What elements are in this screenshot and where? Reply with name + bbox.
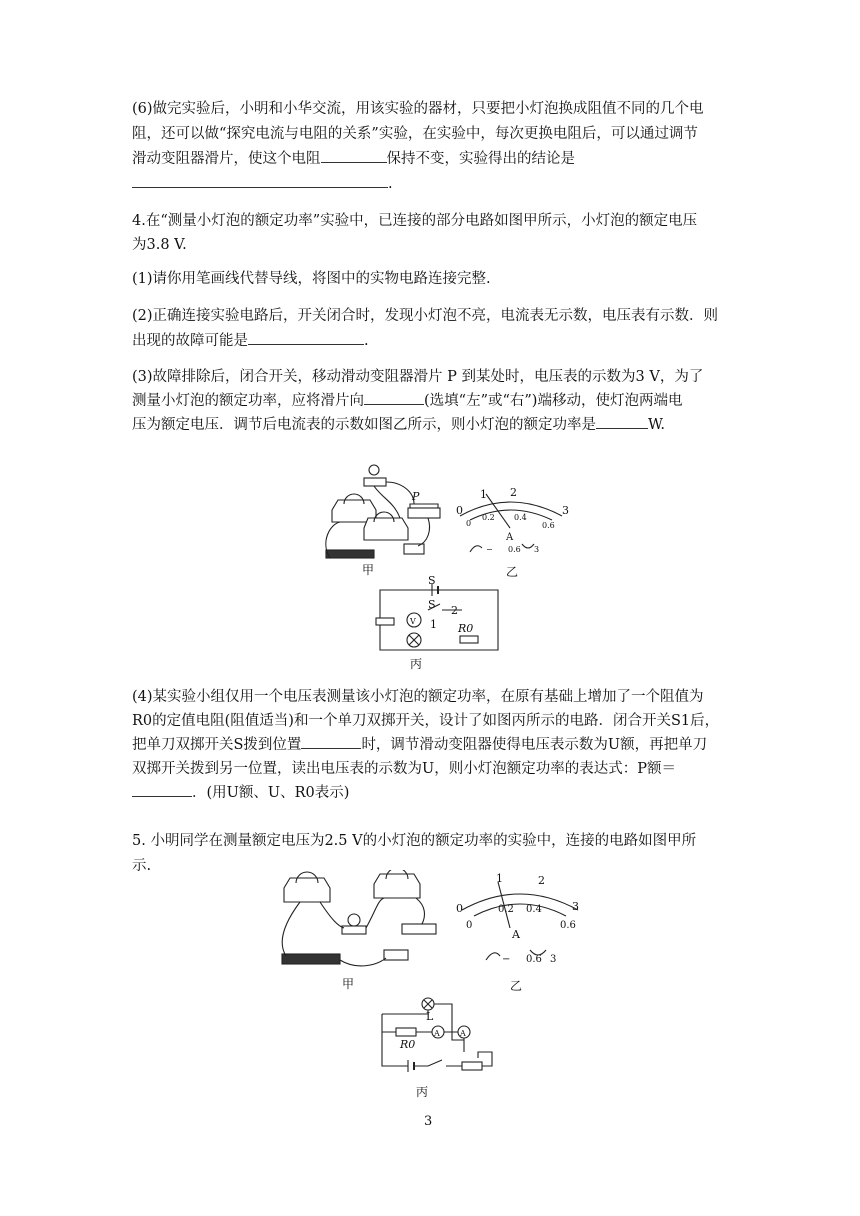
- q5-ammeter-2: [374, 874, 420, 898]
- q4-tick-inner-0: 0: [466, 519, 472, 528]
- q4-item4-line5-text: ．(用U额、U、R0表示): [192, 785, 350, 801]
- q4-item2-line1: (2)正确连接实验电路后，开关闭合时，发现小灯泡不亮，电流表无示数，电压表有示数．则: [132, 308, 719, 324]
- q3-item6: [132, 98, 732, 196]
- answer-blank-power-expression[interactable]: [132, 782, 192, 797]
- q4-item2-line2-end: .: [364, 333, 369, 349]
- q5-dial-unit: A: [512, 928, 520, 941]
- q4-label-S1: S: [428, 574, 436, 587]
- q5-label-R0: R0: [400, 1038, 416, 1051]
- q4-item4-line2: R0的定值电阻(阻值适当)和一个单刀双掷开关，设计了如图丙所示的电路．闭合开关S1后，: [132, 713, 720, 729]
- q4-bulb-base: [364, 478, 386, 486]
- q5-tick-2: 2: [538, 874, 545, 887]
- q4-rheostat-rail: [410, 504, 438, 508]
- q4-wire-4: [386, 482, 414, 504]
- q4-label-V: V: [410, 617, 416, 626]
- q5-tick-0: 0: [456, 902, 463, 915]
- q4-tick-1: 1: [480, 488, 487, 501]
- q4-tick-06: 0.6: [542, 521, 555, 530]
- q4-stem: [132, 210, 732, 257]
- q4-wire-2: [374, 486, 400, 518]
- q4-item3-line2: [132, 390, 732, 413]
- q4-figure-svg: [310, 462, 580, 672]
- q4-caption-jia: 甲: [362, 563, 375, 577]
- q3-item6-line1: (6)做完实验后，小明和小华交流，用该实验的器材，只要把小灯泡换成阻值不同的几个电: [132, 101, 704, 117]
- q5-bing-lamp-branch: [382, 1004, 464, 1040]
- q4-item4-line3-end: 时，调节滑动变阻器使得电压表示数为U额，再把单刀: [361, 737, 708, 753]
- q5-bing-bottom-wire: [382, 1032, 462, 1066]
- q4-item3-line1: (3)故障排除后，闭合开关，移动滑动变阻器滑片 P 到某处时，电压表的示数为3 V，为了: [132, 369, 704, 385]
- q4-item4: [132, 686, 732, 805]
- q4-term-06: 0.6: [508, 545, 521, 554]
- q5-term-3: 3: [550, 954, 557, 965]
- q4-item2-line2: [132, 330, 732, 353]
- q4-item4-line1: (4)某实验小组仅用一个电压表测量该小灯泡的额定功率，在原有基础上增加了一个阻值为: [132, 689, 704, 705]
- page-number: 3: [424, 1114, 433, 1129]
- q5-battery: [282, 954, 340, 964]
- q5-stem-line1: 5. 小明同学在测量额定电压为2.5 V的小灯泡的额定功率的实验中，连接的电路如图甲所: [132, 833, 697, 849]
- q5-rheostat: [402, 924, 436, 934]
- q4-item3-line2-end: (选填“左”或“右”)端移动，使灯泡两端电: [424, 393, 683, 409]
- q4-term-3: 3: [534, 545, 540, 554]
- q5-wire-1: [282, 902, 300, 956]
- q4-tick-2: 2: [510, 486, 517, 499]
- answer-blank-fault[interactable]: [248, 330, 364, 345]
- q4-tick-04: 0.4: [514, 513, 527, 522]
- q3-item6-line4: [132, 173, 732, 196]
- q4-battery: [326, 550, 374, 558]
- q4-item3-line3-end: W.: [648, 417, 665, 433]
- q3-item6-line3-end: 保持不变，实验得出的结论是: [386, 151, 575, 167]
- q4-item4-line3: [132, 734, 732, 757]
- answer-blank-direction[interactable]: [364, 390, 424, 405]
- q5-label-A2: A: [460, 1029, 466, 1038]
- q5-ammeter-1: [284, 878, 330, 902]
- q4-bing-r0: [460, 636, 478, 643]
- q3-item6-line3-start: 滑动变阻器滑片，使这个电阻: [132, 151, 321, 167]
- q4-item2: [132, 305, 732, 353]
- q4-dial-unit: A: [506, 532, 514, 543]
- q4-stem-line2: 为3.8 V.: [132, 237, 187, 253]
- q4-tick-02: 0.2: [482, 513, 495, 522]
- q5-figure-svg: [276, 870, 606, 1102]
- q5-tick-1: 1: [496, 872, 503, 885]
- q5-tick-06: 0.6: [560, 920, 576, 931]
- q4-item4-line3-start: 把单刀双掷开关S拨到位置: [132, 737, 302, 753]
- q5-figure: [276, 870, 606, 1102]
- q4-terminal-minus: [470, 546, 482, 552]
- answer-blank-rated-power[interactable]: [596, 414, 648, 429]
- q4-dial-needle: [486, 494, 510, 528]
- q4-term-minus: −: [486, 545, 493, 554]
- q4-tick-3: 3: [562, 504, 569, 517]
- q4-bing-rheostat: [376, 618, 394, 625]
- q4-stem-line1: 4.在“测量小灯泡的额定功率”实验中，已连接的部分电路如图甲所示，小灯泡的额定电压: [132, 213, 698, 229]
- q4-item1: (1)请你用笔画线代替导线，将图中的实物电路连接完整.: [132, 271, 491, 287]
- q5-term-minus: −: [502, 954, 511, 965]
- q5-dial-arc: [462, 894, 578, 910]
- q4-label-P: P: [412, 490, 420, 503]
- q5-bing-rheostat: [462, 1062, 482, 1070]
- q5-caption-jia: 甲: [342, 977, 355, 991]
- q4-label-S: S: [428, 598, 436, 611]
- q4-item4-line4: 双掷开关拨到另一位置，读出电压表的示数为U，则小灯泡额定功率的表达式：P额＝: [132, 761, 676, 777]
- q4-item3: [132, 366, 732, 437]
- q5-stem-line2: 示.: [132, 858, 152, 874]
- q3-item6-line2: 阻，还可以做“探究电流与电阻的关系”实验，在实验中，每次更换电阻后，可以通过调节: [132, 126, 698, 142]
- q5-tick-04: 0.4: [526, 904, 542, 915]
- q5-wire-2: [320, 902, 344, 928]
- q4-ammeter: [364, 518, 408, 540]
- q5-caption-bing: 丙: [416, 1085, 429, 1099]
- q5-dial-inner-arc: [474, 904, 566, 916]
- q4-caption-bing: 丙: [410, 657, 423, 671]
- q4-item3-line3: [132, 414, 732, 437]
- q4-item4-line5: [132, 782, 732, 805]
- q5-wire-3: [366, 898, 384, 928]
- q4-label-R0: R0: [458, 622, 474, 635]
- q5-label-L: L: [426, 1010, 434, 1023]
- q5-wire-5: [340, 958, 386, 966]
- q5-label-A1: A: [434, 1029, 440, 1038]
- q5-bulb-base: [342, 926, 366, 934]
- q3-item6-line3: [132, 148, 732, 171]
- q3-item6-line4-end: .: [388, 176, 393, 192]
- q4-tick-0: 0: [456, 504, 463, 517]
- q4-label-pos2: 2: [451, 604, 458, 617]
- q5-tick-02: 0.2: [498, 904, 514, 915]
- q4-dial-arc: [460, 502, 562, 516]
- q4-bulb-icon: [369, 465, 379, 475]
- q5-bulb-icon: [348, 914, 360, 926]
- answer-blank-switch-position[interactable]: [301, 734, 361, 749]
- answer-blank-kept-constant[interactable]: [321, 148, 387, 163]
- q5-switch: [384, 950, 408, 960]
- answer-blank-conclusion[interactable]: [132, 173, 388, 188]
- q4-item3-line2-start: 测量小灯泡的额定功率，应将滑片向: [132, 393, 364, 409]
- q4-item3-line3-start: 压为额定电压．调节后电流表的示数如图乙所示，则小灯泡的额定功率是: [132, 417, 596, 433]
- q4-bing-outer-loop: [380, 590, 498, 650]
- q5-wire-4: [416, 898, 424, 924]
- q5-tick-inner-0: 0: [466, 920, 473, 931]
- q5-caption-yi: 乙: [510, 979, 523, 993]
- q4-caption-yi: 乙: [506, 565, 519, 579]
- q4-wire-3: [418, 518, 430, 546]
- q5-terminal-minus: [486, 953, 500, 960]
- q4-rheostat: [408, 508, 440, 518]
- q5-term-06: 0.6: [526, 954, 542, 965]
- q4-figure: [310, 462, 580, 672]
- q4-switch: [404, 544, 424, 554]
- q4-terminal-06: [522, 544, 534, 548]
- q4-label-pos1: 1: [430, 618, 437, 631]
- q5-bing-r0: [396, 1028, 416, 1036]
- q4-item2-line2-start: 出现的故障可能是: [132, 333, 248, 349]
- q5-tick-3: 3: [572, 900, 579, 913]
